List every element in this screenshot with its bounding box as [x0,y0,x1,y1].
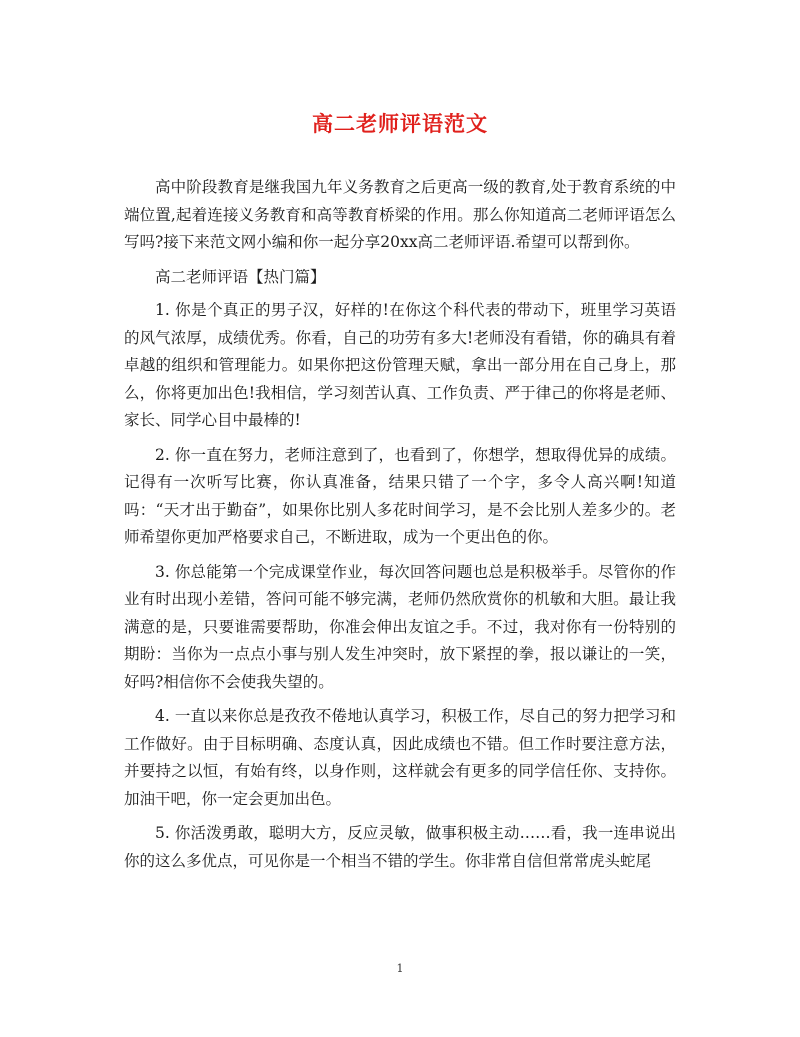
comment-item-1: 1. 你是个真正的男子汉，好样的!在你这个科代表的带动下，班里学习英语的风气浓厚，成绩优秀。你看，自己的功劳有多大!老师没有看错，你的确具有着卓越的组织和管理能力。如果你把这份管理天赋，拿出一部分用在自己身上，那么，你将更加出色!我相信，学习刻苦认真、工作负责、严于律己的你将是老师、家长、同学心目中最棒的! [124,301,676,429]
intro-paragraph: 高中阶段教育是继我国九年义务教育之后更高一级的教育,处于教育系统的中端位置,起着连接义务教育和高等教育桥梁的作用。那么你知道高二老师评语怎么写吗?接下来范文网小编和你一起分享20xx高二老师评语.希望可以帮到你。 [124,178,676,251]
page-number: 1 [396,962,404,975]
document-title: 高二老师评语范文 [312,112,488,136]
section-heading: 高二老师评语【热门篇】 [155,267,326,286]
comment-item-3: 3. 你总能第一个完成课堂作业，每次回答问题也总是积极举手。尽管你的作业有时出现小差错，答问可能不够完满，老师仍然欣赏你的机敏和大胆。最让我满意的是，只要谁需要帮助，你准会伸出友谊之手。不过，我对你有一份特别的期盼：当你为一点点小事与别人发生冲突时，放下紧捏的拳，报以谦让的一笑，好吗?相信你不会使我失望的。 [124,562,676,691]
comment-item-4: 4. 一直以来你总是孜孜不倦地认真学习，积极工作，尽自己的努力把学习和工作做好。由于目标明确、态度认真，因此成绩也不错。但工作时要注意方法，并要持之以恒，有始有终，以身作则，这样就会有更多的同学信任你、支持你。加油干吧，你一定会更加出色。 [124,707,676,808]
comment-item-5: 5. 你活泼勇敢，聪明大方，反应灵敏，做事积极主动……看，我一连串说出你的这么多优点，可见你是一个相当不错的学生。你非常自信但常常虎头蛇尾 [124,824,676,870]
comment-item-2: 2. 你一直在努力，老师注意到了，也看到了，你想学，想取得优异的成绩。记得有一次听写比赛，你认真准备，结果只错了一个字，多令人高兴啊!知道吗：“天才出于勤奋”，如果你比别人多花时间学习，是不会比别人差多少的。老师希望你更加严格要求自己，不断进取，成为一个更出色的你。 [124,445,676,546]
document-body [124,174,676,882]
